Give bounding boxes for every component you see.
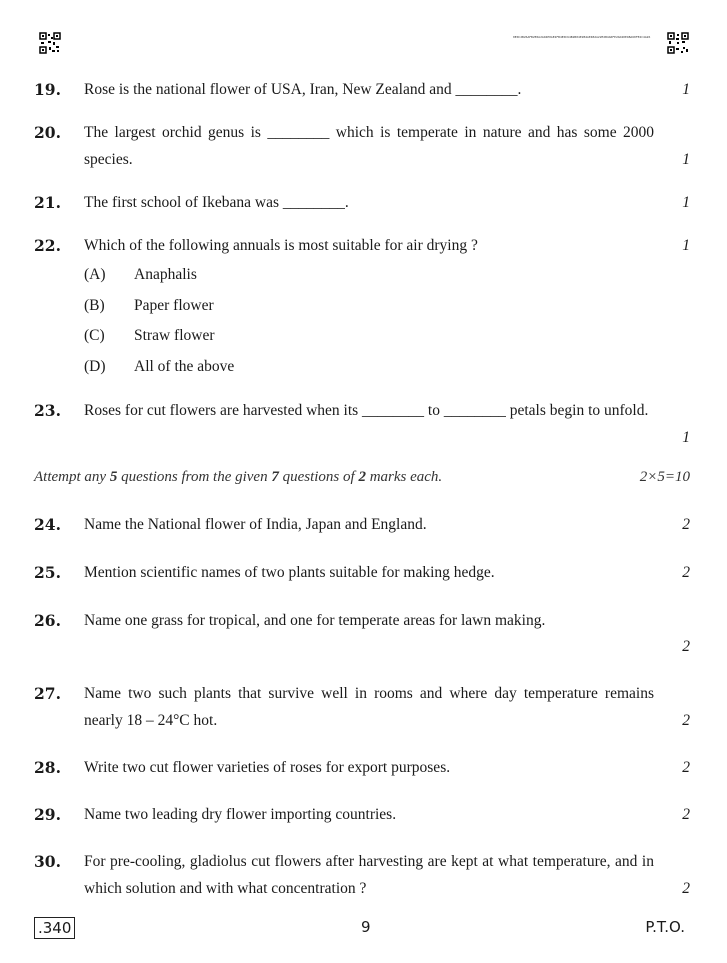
question-text: Name one grass for tropical, and one for temperate areas for lawn making. — [84, 612, 546, 629]
question-text: Roses for cut flowers are harvested when its ________ to ________ petals begin to unfold. — [84, 402, 649, 419]
question-number: 19. — [34, 80, 61, 99]
option-b — [84, 295, 214, 317]
question-text: Write two cut flower varieties of roses for export purposes. — [84, 759, 451, 776]
barcode-text: 0E0C2B26AFB2E0A2AD4E0AE2FB4E0C64B2B04E2B4AE4B2A22E2B4A0FE2AD40E4BA60FE2C4A26 — [513, 35, 651, 39]
pto-label: P.T.O. — [645, 918, 685, 936]
question-marks: 2 — [682, 806, 690, 823]
instruction-count: 2 — [358, 469, 366, 485]
question-marks: 1 — [682, 237, 690, 254]
question-number: 26. — [34, 611, 61, 630]
question-number: 27. — [34, 684, 61, 703]
question-marks: 1 — [682, 151, 690, 168]
instruction-count: 7 — [271, 469, 279, 485]
question-text: Which of the following annuals is most suitable for air drying ? — [84, 237, 478, 254]
option-label: (D) — [84, 358, 106, 375]
paper-code: .340 — [34, 917, 75, 939]
question-marks: 1 — [682, 194, 690, 211]
question-number: 28. — [34, 758, 61, 777]
section-marks: 2×5=10 — [639, 469, 690, 485]
question-text: The first school of Ikebana was ________. — [84, 194, 349, 211]
question-text: The largest orchid genus is ________ which is temperate in nature and has some 2000 species. — [84, 124, 654, 168]
option-label: (A) — [84, 266, 106, 283]
qr-code-icon — [39, 32, 61, 54]
question-marks: 1 — [682, 429, 690, 446]
question-number: 20. — [34, 123, 61, 142]
question-marks: 2 — [682, 516, 690, 533]
option-text: Paper flower — [134, 297, 214, 314]
instruction-text: Attempt any — [34, 469, 110, 485]
question-marks: 2 — [682, 564, 690, 581]
question-marks: 2 — [682, 759, 690, 776]
option-d — [84, 356, 234, 378]
question-text: Name the National flower of India, Japan and England. — [84, 516, 427, 533]
page-number: 9 — [361, 918, 371, 936]
option-label: (C) — [84, 327, 105, 344]
question-number: 30. — [34, 852, 61, 871]
instruction-text: marks each. — [365, 469, 443, 485]
question-text: Mention scientific names of two plants suitable for making hedge. — [84, 564, 495, 581]
question-text: Rose is the national flower of USA, Iran, New Zealand and ________. — [84, 81, 522, 98]
option-a — [84, 264, 197, 286]
qr-code-icon — [667, 32, 689, 54]
option-text: Anaphalis — [134, 266, 197, 283]
question-number: 21. — [34, 193, 61, 212]
option-text: Straw flower — [134, 327, 215, 344]
question-marks: 2 — [682, 880, 690, 897]
question-marks: 1 — [682, 81, 690, 98]
question-marks: 2 — [682, 712, 690, 729]
instruction-text: questions from the given — [117, 469, 272, 485]
question-text: Name two such plants that survive well in rooms and where day temperature remains nearly 18 – 24°C hot. — [84, 685, 654, 729]
option-label: (B) — [84, 297, 105, 314]
instruction-count: 5 — [109, 469, 118, 485]
section-instruction — [34, 466, 690, 488]
option-c — [84, 325, 215, 347]
question-number: 23. — [34, 401, 61, 420]
question-text: For pre-cooling, gladiolus cut flowers after harvesting are kept at what temperature, and in which solution and with what concentration ? — [84, 853, 654, 897]
question-number: 29. — [34, 805, 61, 824]
question-number: 24. — [34, 515, 61, 534]
question-text: Name two leading dry flower importing countries. — [84, 806, 397, 823]
question-number: 22. — [34, 236, 61, 255]
question-marks: 2 — [682, 638, 690, 655]
question-number: 25. — [34, 563, 61, 582]
option-text: All of the above — [134, 358, 235, 375]
instruction-text: questions of — [278, 469, 359, 485]
